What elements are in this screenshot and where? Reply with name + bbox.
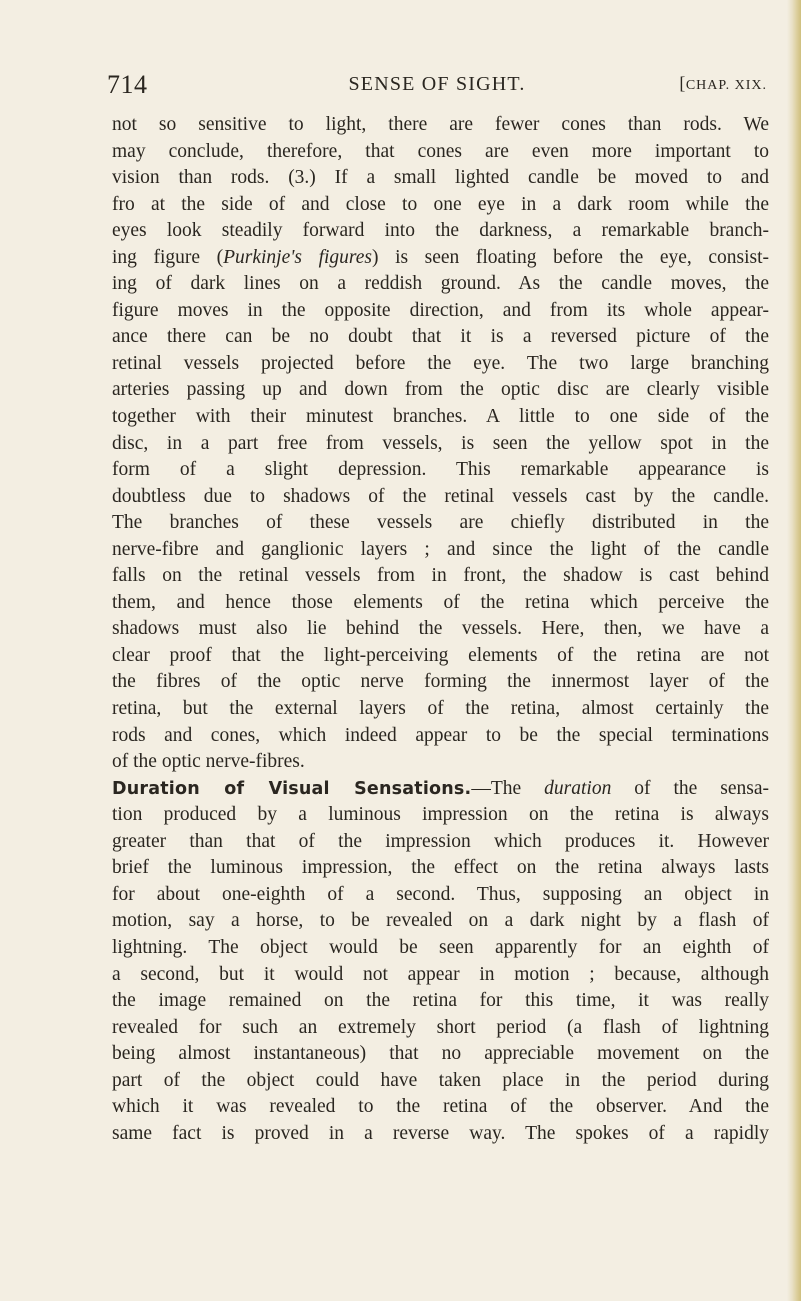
chapter-text: CHAP. XIX. xyxy=(685,78,767,93)
text-line: the image remained on the retina for this time, it was really xyxy=(112,990,769,1012)
text-line: form of a slight depression. This remarkable appearance is xyxy=(112,459,769,481)
text-line: nerve-fibre and ganglionic layers ; and since the light of the candle xyxy=(112,538,769,560)
chapter-label xyxy=(679,73,767,94)
section-heading: Duration of Visual Sensations. xyxy=(112,778,472,799)
text-line: doubtless due to shadows of the retinal vessels cast by the candle. xyxy=(112,485,769,507)
text-line: clear proof that the light-perceiving elements of the retina are not xyxy=(112,644,769,666)
chapter-bracket: [ xyxy=(679,73,686,93)
text-line: ing of dark lines on a reddish ground. As the candle moves, the xyxy=(112,273,769,295)
text-line: Duration of Visual Sensations.—The duration of the sensa- xyxy=(112,777,769,799)
text-line: tion produced by a luminous impression on the retina is always xyxy=(112,804,769,826)
text-line: The branches of these vessels are chiefly distributed in the xyxy=(112,512,769,534)
text-line: together with their minutest branches. A little to one side of the xyxy=(112,406,769,428)
text-line: brief the luminous impression, the effect on the retina always lasts xyxy=(112,857,769,879)
running-title: SENSE OF SIGHT. xyxy=(348,73,526,95)
text-line: not so sensitive to light, there are fewer cones than rods. We xyxy=(112,114,769,135)
page-edge xyxy=(787,0,801,1301)
text-line: the fibres of the optic nerve forming the innermost layer of the xyxy=(112,671,769,693)
text-line: retina, but the external layers of the retina, almost certainly the xyxy=(112,698,769,720)
text-line: a second, but it would not appear in motion ; because, although xyxy=(112,963,769,985)
text-line: fro at the side of and close to one eye in a dark room while the xyxy=(112,193,769,215)
text-line: disc, in a part free from vessels, is seen the yellow spot in the xyxy=(112,432,769,454)
text-line: for about one-eighth of a second. Thus, supposing an object in xyxy=(112,883,769,905)
text-line: falls on the retinal vessels from in front, the shadow is cast behind xyxy=(112,565,769,587)
text-line: greater than that of the impression which produces it. However xyxy=(112,830,769,852)
text-line: ing figure (Purkinje's figures) is seen floating before the eye, consist- xyxy=(112,246,769,268)
italic-term: duration xyxy=(544,777,612,799)
text-line: of the optic nerve-fibres. xyxy=(112,751,305,773)
text-line: part of the object could have taken place in the period during xyxy=(112,1069,769,1091)
text-line: rods and cones, which indeed appear to be the special terminations xyxy=(112,724,769,746)
running-head xyxy=(107,70,767,100)
text-line: eyes look steadily forward into the darkness, a remarkable branch- xyxy=(112,220,769,242)
italic-term: Purkinje's figures xyxy=(223,246,373,268)
page-number: 714 xyxy=(107,70,148,99)
text-line: motion, say a horse, to be revealed on a dark night by a flash of xyxy=(112,910,769,932)
text-line: shadows must also lie behind the vessels. Here, then, we have a xyxy=(112,618,769,640)
text-line: same fact is proved in a reverse way. The spokes of a rapidly xyxy=(112,1122,769,1144)
text-line: being almost instantaneous) that no appreciable movement on the xyxy=(112,1043,769,1065)
text-line: vision than rods. (3.) If a small lighted candle be moved to and xyxy=(112,167,769,189)
text-line: lightning. The object would be seen apparently for an eighth of xyxy=(112,936,769,958)
text-line: figure moves in the opposite direction, and from its whole appear- xyxy=(112,299,769,321)
text-line: which it was revealed to the retina of the observer. And the xyxy=(112,1096,769,1118)
text-line: revealed for such an extremely short period (a flash of lightning xyxy=(112,1016,769,1038)
text-line: them, and hence those elements of the retina which perceive the xyxy=(112,591,769,613)
text-line: may conclude, therefore, that cones are even more important to xyxy=(112,140,769,162)
body-text xyxy=(112,112,769,1147)
text-line: ance there can be no doubt that it is a reversed picture of the xyxy=(112,326,769,348)
text-line: retinal vessels projected before the eye. The two large branching xyxy=(112,352,769,374)
text-line: arteries passing up and down from the optic disc are clearly visible xyxy=(112,379,769,401)
